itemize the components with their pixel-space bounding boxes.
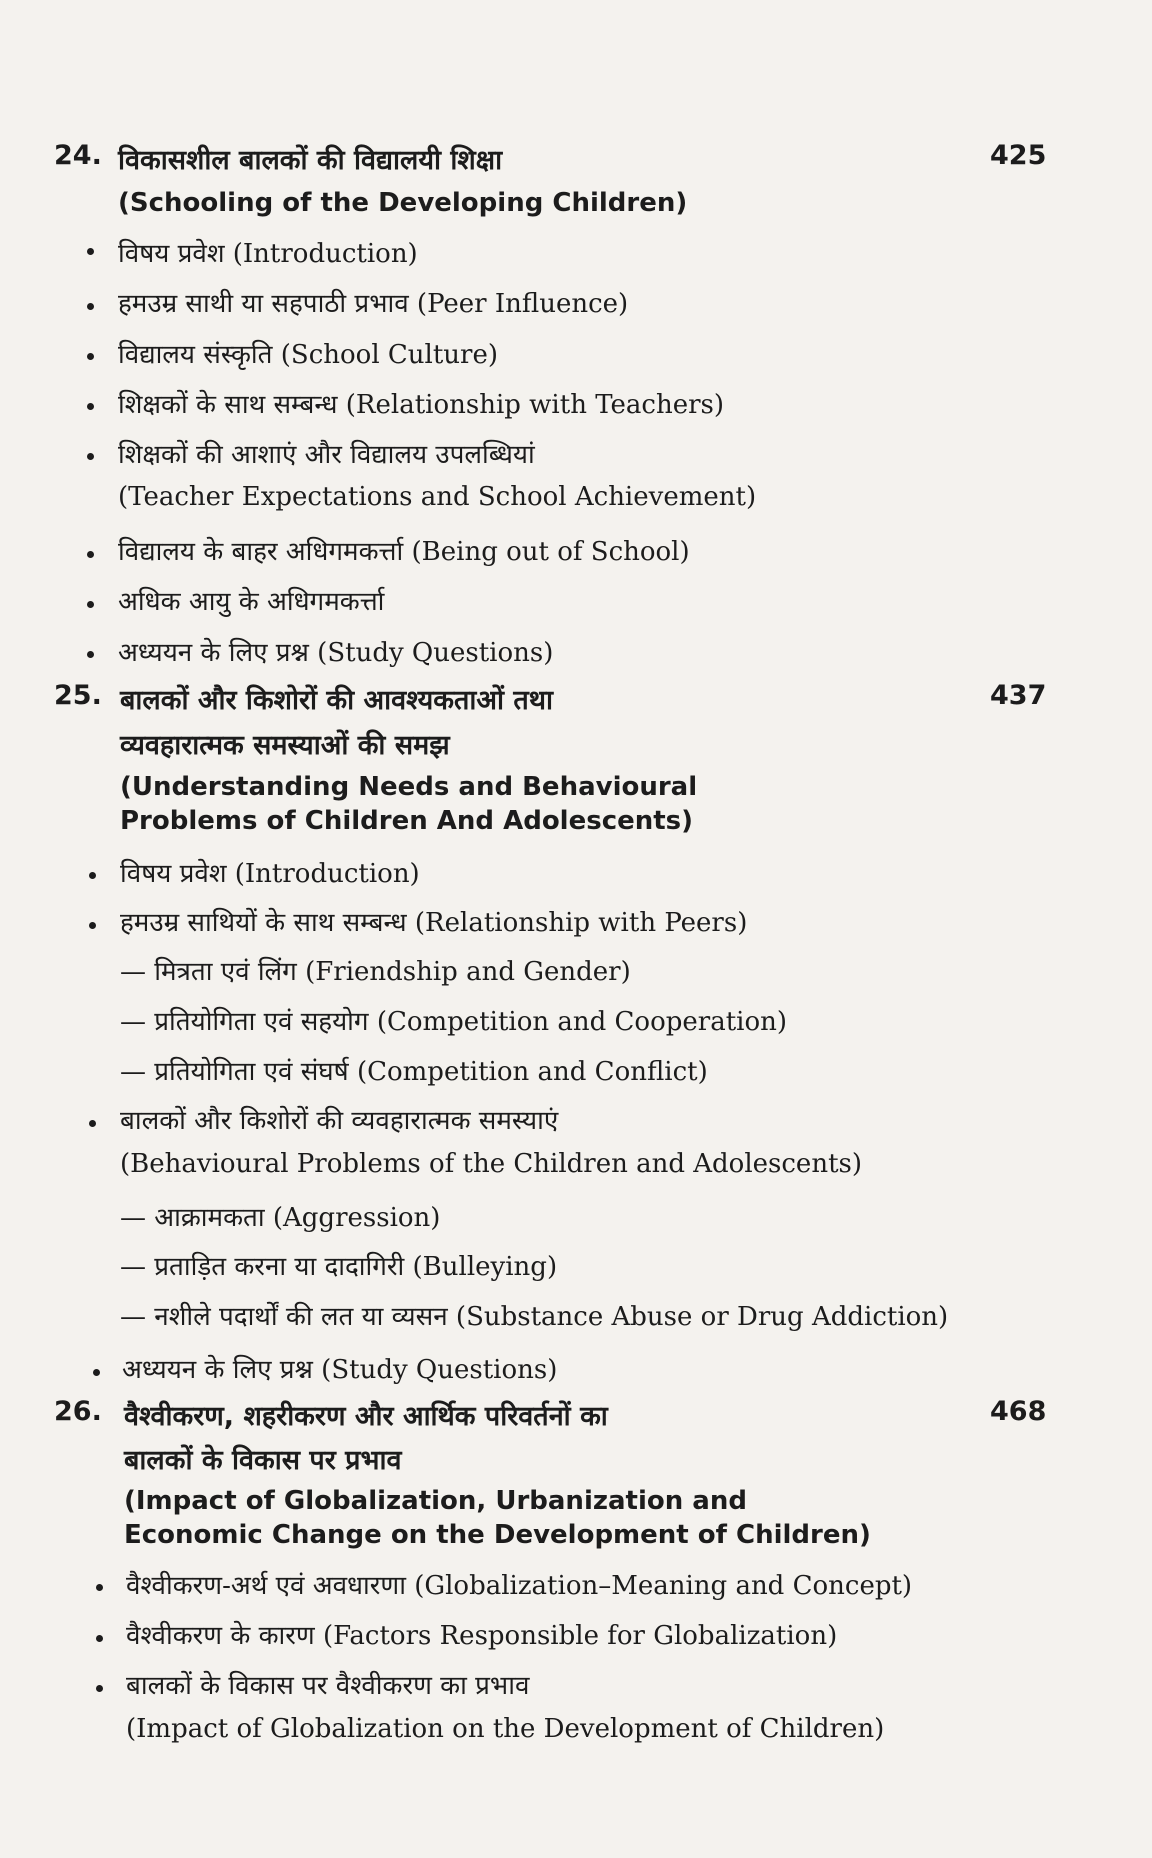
list-item: हमउम्र साथियों के साथ सम्बन्ध (Relationship with Peers) [120, 908, 748, 938]
chapter-hindi-title: व्यवहारात्मक समस्याओं की समझ [120, 730, 450, 761]
bullet-icon [89, 1120, 96, 1127]
chapter-page-number: 437 [990, 680, 1047, 711]
list-item: शिक्षकों की आशाएं और विद्यालय उपलब्धियां [118, 440, 535, 470]
sub-list-item: — मित्रता एवं लिंग (Friendship and Gender) [120, 957, 631, 987]
list-item-continuation: (Impact of Globalization on the Development of Children) [126, 1714, 885, 1744]
chapter-number: 24. [54, 140, 102, 171]
chapter-english-title: (Impact of Globalization, Urbanization and [124, 1486, 747, 1516]
bullet-icon [87, 651, 94, 658]
chapter-number: 26. [54, 1396, 102, 1427]
chapter-page-number: 425 [990, 140, 1047, 171]
bullet-icon [89, 872, 96, 879]
list-item: विषय प्रवेश (Introduction) [118, 239, 418, 269]
bullet-icon [87, 551, 94, 558]
bullet-icon [87, 248, 94, 255]
bullet-icon [87, 303, 94, 310]
list-item-continuation: (Teacher Expectations and School Achievement) [118, 482, 757, 512]
bullet-icon [93, 1369, 100, 1376]
chapter-english-title: (Schooling of the Developing Children) [118, 188, 688, 218]
chapter-english-title: Problems of Children And Adolescents) [120, 806, 694, 836]
sub-list-item: — नशीले पदार्थों की लत या व्यसन (Substance Abuse or Drug Addiction) [120, 1302, 949, 1332]
chapter-hindi-title: विकासशील बालकों की विद्यालयी शिक्षा [118, 145, 503, 176]
chapter-english-title: Economic Change on the Development of Children) [124, 1520, 871, 1550]
bullet-icon [89, 922, 96, 929]
list-item: वैश्वीकरण-अर्थ एवं अवधारणा (Globalization–Meaning and Concept) [126, 1571, 913, 1601]
list-item: बालकों के विकास पर वैश्वीकरण का प्रभाव [126, 1671, 530, 1701]
bullet-icon [96, 1635, 103, 1642]
chapter-english-title: (Understanding Needs and Behavioural [120, 772, 698, 802]
bullet-icon [96, 1685, 103, 1692]
sub-list-item: — प्रतियोगिता एवं सहयोग (Competition and Cooperation) [120, 1007, 788, 1037]
sub-list-item: — आक्रामकता (Aggression) [120, 1203, 441, 1233]
chapter-hindi-title: वैश्वीकरण, शहरीकरण और आर्थिक परिवर्तनों का [124, 1401, 608, 1432]
chapter-number: 25. [54, 680, 102, 711]
list-item: विद्यालय के बाहर अधिगमकर्त्ता (Being out of School) [118, 537, 690, 567]
sub-list-item: — प्रतियोगिता एवं संघर्ष (Competition and Conflict) [120, 1057, 708, 1087]
list-item: अधिक आयु के अधिगमकर्त्ता [118, 587, 385, 617]
list-item: वैश्वीकरण के कारण (Factors Responsible for Globalization) [126, 1621, 838, 1651]
list-item: अध्ययन के लिए प्रश्न (Study Questions) [118, 638, 554, 668]
bullet-icon [87, 353, 94, 360]
list-item: विद्यालय संस्कृति (School Culture) [118, 340, 499, 370]
list-item: अध्ययन के लिए प्रश्न (Study Questions) [122, 1355, 558, 1385]
list-item: विषय प्रवेश (Introduction) [120, 859, 420, 889]
sub-list-item: — प्रताड़ित करना या दादागिरी (Bulleying) [120, 1252, 558, 1282]
chapter-page-number: 468 [990, 1396, 1047, 1427]
list-item: हमउम्र साथी या सहपाठी प्रभाव (Peer Influence) [118, 289, 629, 319]
bullet-icon [96, 1584, 103, 1591]
bullet-icon [87, 601, 94, 608]
list-item-continuation: (Behavioural Problems of the Children and Adolescents) [120, 1149, 863, 1179]
list-item: शिक्षकों के साथ सम्बन्ध (Relationship with Teachers) [118, 390, 725, 420]
bullet-icon [87, 453, 94, 460]
bullet-icon [87, 403, 94, 410]
chapter-hindi-title: बालकों के विकास पर प्रभाव [124, 1445, 402, 1476]
chapter-hindi-title: बालकों और किशोरों की आवश्यकताओं तथा [120, 685, 554, 716]
list-item: बालकों और किशोरों की व्यवहारात्मक समस्याएं [120, 1106, 559, 1136]
